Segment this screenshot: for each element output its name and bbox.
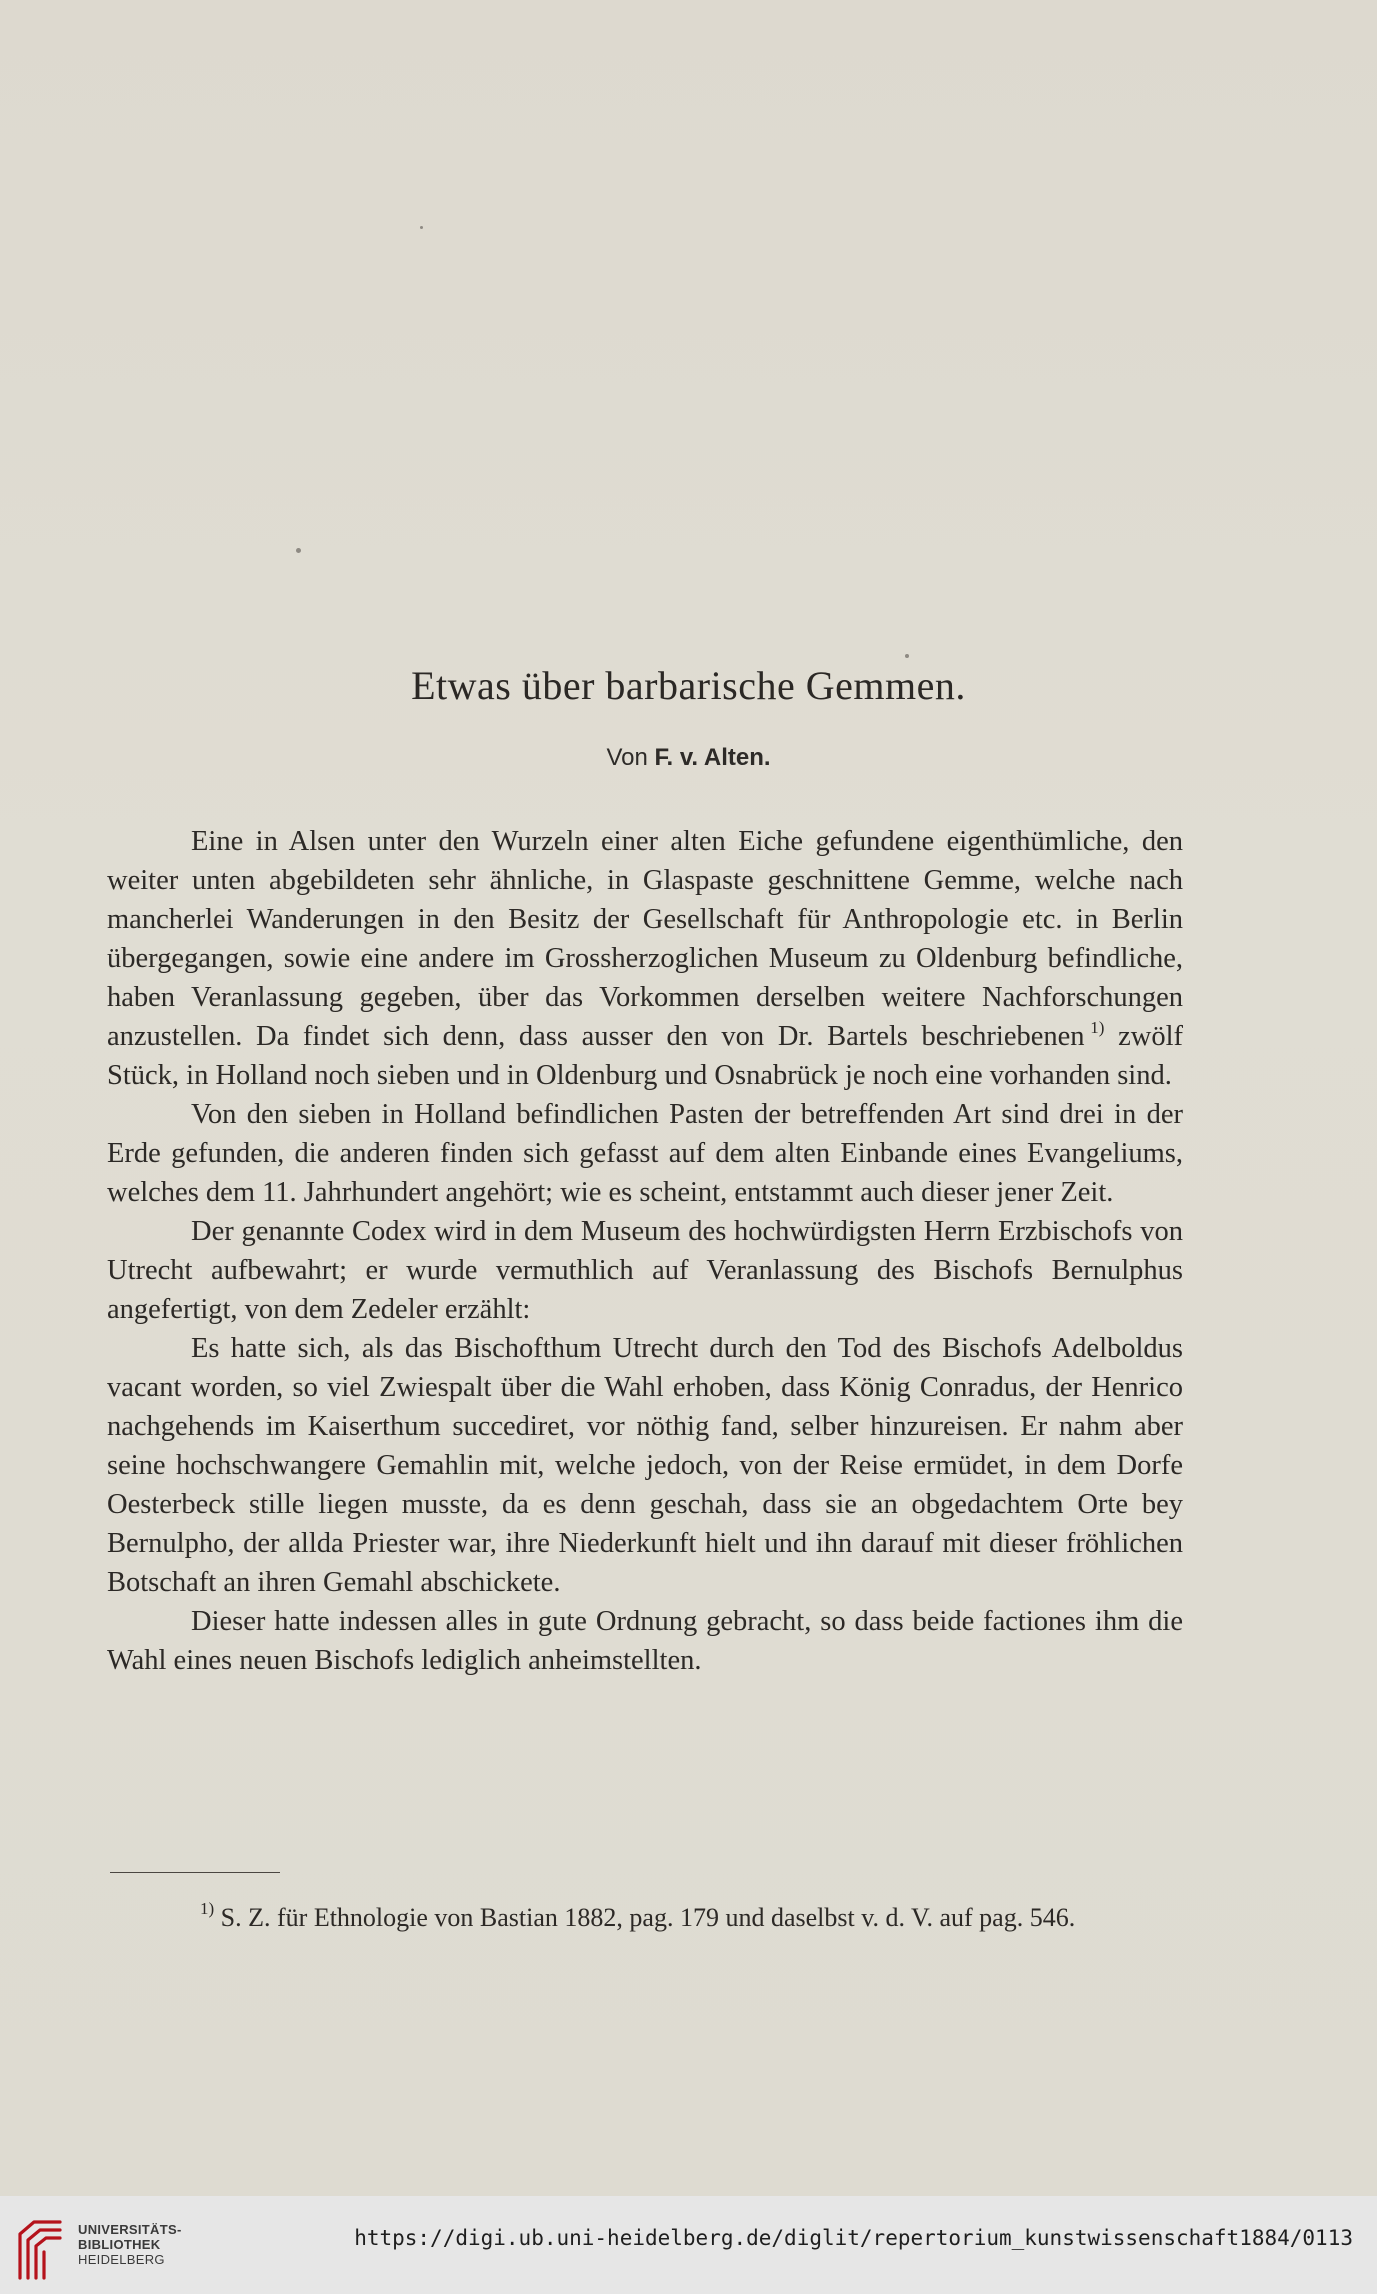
library-name-line: HEIDELBERG [78,2252,165,2267]
footnote-divider [110,1872,280,1873]
paragraph: Der genannte Codex wird in dem Museum des hochwürdigsten Herrn Erzbischofs von Utrecht aufbewahrt; er wurde vermuthlich auf Veranlassung des Bischofs Bernulphus angefertigt, von dem Zedeler erzählt: [107,1216,1183,1325]
paragraph: Dieser hatte indessen alles in gute Ordnung gebracht, so dass beide factiones ihm die Wahl eines neuen Bischofs lediglich anheimstellten. [107,1606,1183,1676]
footnote [108,1898,1182,1937]
library-name-line: UNIVERSITÄTS- [78,2222,182,2237]
viewer-footer [0,2196,1377,2294]
author-name: F. v. Alten. [654,744,771,771]
footnote-reference[interactable]: 1) [1090,1018,1105,1037]
byline [0,744,1377,772]
paragraph-text: Eine in Alsen unter den Wurzeln einer alten Eiche gefundene eigenthümliche, den weiter unten abgebildeten sehr ähnliche, in Glaspaste geschnittene Gemme, welche nach mancherlei Wanderungen in den Besitz der Gesellschaft für Anthropologie etc. in Berlin übergegangen, sowie eine andere im Grossherzoglichen Museum zu Oldenburg befindliche, haben Veranlassung gegeben, über das Vorkommen derselben weitere Nachforschungen anzustellen. Da findet sich denn, dass ausser den von Dr. Bartels beschriebenen [107,826,1183,1052]
byline-prefix: Von [606,744,648,771]
ub-heidelberg-logo-icon [14,2216,66,2282]
permalink-url[interactable]: https://digi.ub.uni-heidelberg.de/diglit/repertorium_kunstwissenschaft1884/0113 [354,2226,1353,2250]
footnote-marker: 1) [200,1899,215,1918]
paper-speck [905,654,909,658]
footnote-text: S. Z. für Ethnologie von Bastian 1882, pag. 179 und daselbst v. d. V. auf pag. 546. [214,1903,1076,1932]
paragraph: Von den sieben in Holland befindlichen Pasten der betreffenden Art sind drei in der Erde gefunden, die anderen finden sich gefasst auf dem alten Einbande eines Evangeliums, welches dem 11. Jahrhundert angehört; wie es scheint, entstammt auch dieser jener Zeit. [107,1099,1183,1208]
paper-speck [420,226,423,229]
article-title: Etwas über barbarische Gemmen. [411,663,966,708]
article-body [107,822,1183,1680]
paragraph-text: zwölf Stück, in Holland noch sieben und in Oldenburg und Osnabrück je noch eine vorhanden sind. [107,1021,1184,1091]
library-name [78,2222,182,2267]
paragraph [107,822,1183,1095]
paragraph: Es hatte sich, als das Bischofthum Utrecht durch den Tod des Bischofs Adelboldus vacant worden, so viel Zwiespalt über die Wahl erhoben, dass König Conradus, der Henrico nachgehends im Kaiserthum succediret, vor nöthig fand, selber hinzureisen. Er nahm aber seine hochschwangere Gemahlin mit, welche jedoch, von der Reise ermüdet, in dem Dorfe Oesterbeck stille liegen musste, da es denn geschah, dass sie an obgedachtem Orte bey Bernulpho, der allda Priester war, ihre Niederkunft hielt und ihn darauf mit dieser fröhlichen Botschaft an ihren Gemahl abschickete. [107,1333,1183,1598]
paper-speck [296,548,301,553]
library-name-line: BIBLIOTHEK [78,2237,161,2252]
